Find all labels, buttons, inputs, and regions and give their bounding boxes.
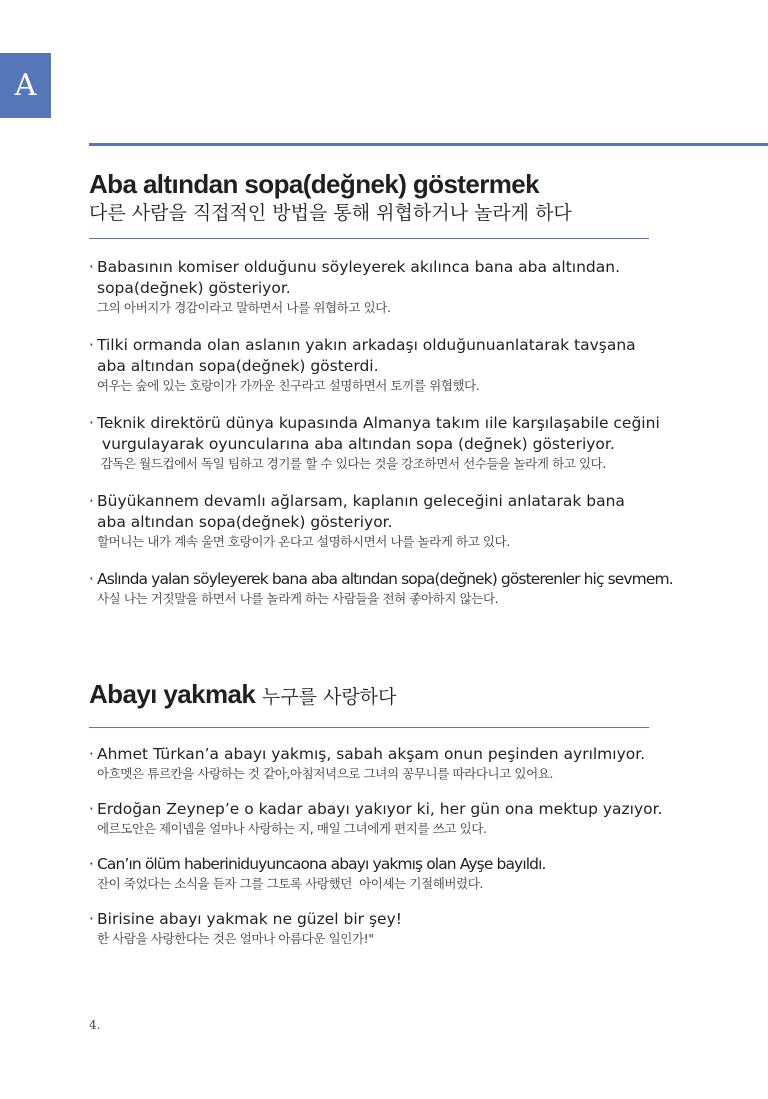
bullet-icon: · bbox=[89, 800, 94, 818]
turkish-sentence-line: Aslında yalan söyleyerek bana aba altından sopa(değnek) gösterenler hiç sevmem. bbox=[97, 570, 673, 588]
idiom-meaning: 다른 사람을 직접적인 방법을 통해 위협하거나 놀라게 하다 bbox=[89, 202, 572, 224]
turkish-sentence-line: Ahmet Türkan’a abayı yakmış, sabah akşam onun peşinden ayrılmıyor. bbox=[97, 745, 646, 763]
idiom-title bbox=[89, 168, 649, 200]
idiom-section-aba-altindan bbox=[89, 168, 673, 608]
korean-translation: 잔이 죽었다는 소식을 듣자 그를 그토록 사랑했던 아이셰는 기절해버렸다. bbox=[97, 876, 483, 891]
turkish-sentence-line: sopa(değnek) gösteriyor. bbox=[97, 279, 291, 297]
turkish-sentence-line: aba altından sopa(değnek) gösteriyor. bbox=[97, 513, 393, 531]
page-number: 4. bbox=[89, 1018, 101, 1032]
example-entry bbox=[89, 569, 673, 608]
korean-translation: 여우는 숲에 있는 호랑이가 가까운 친구라고 설명하면서 토끼를 위협했다. bbox=[97, 378, 480, 393]
turkish-sentence-line: Büyükannem devamlı ağlarsam, kaplanın geleceğini anlatarak bana bbox=[97, 492, 625, 510]
letter-index-tab: A bbox=[0, 53, 51, 118]
example-entry bbox=[89, 854, 649, 893]
bullet-icon: · bbox=[89, 492, 94, 510]
example-entry bbox=[89, 744, 649, 783]
korean-translation: 한 사람을 사랑한다는 것은 얼마나 아름다운 일인가!" bbox=[97, 931, 374, 946]
korean-translation: 에르도안은 제이넵을 얼마나 사랑하는 지, 매일 그녀에게 편지를 쓰고 있다. bbox=[97, 821, 487, 836]
example-list bbox=[89, 257, 673, 608]
example-entry bbox=[89, 413, 660, 473]
idiom-title bbox=[89, 678, 649, 713]
example-entry bbox=[89, 909, 649, 948]
korean-translation: 아흐멧은 튜르칸을 사랑하는 것 같아,아침저녁으로 그녀의 꽁무니를 따라다니고 있어요. bbox=[97, 766, 554, 781]
korean-translation: 사실 나는 거짓말을 하면서 나를 놀라게 하는 사람들을 전혀 좋아하지 않는다. bbox=[97, 591, 499, 606]
top-divider bbox=[89, 143, 768, 146]
example-entry bbox=[89, 799, 663, 838]
turkish-sentence-line: Birisine abayı yakmak ne güzel bir şey! bbox=[97, 910, 402, 928]
section-divider bbox=[89, 238, 649, 239]
turkish-sentence-line: vurgulayarak oyuncularına aba altından sopa (değnek) gösteriyor. bbox=[97, 435, 615, 453]
turkish-sentence-line: aba altından sopa(değnek) gösterdi. bbox=[97, 357, 379, 375]
section-divider bbox=[89, 727, 649, 728]
turkish-sentence-line: Babasının komiser olduğunu söyleyerek akılınca bana aba altından. bbox=[97, 258, 621, 276]
korean-translation: 그의 아버지가 경감이라고 말하면서 나를 위협하고 있다. bbox=[97, 300, 391, 315]
bullet-icon: · bbox=[89, 855, 94, 873]
example-entry bbox=[89, 335, 649, 395]
korean-translation: 할머니는 내가 계속 울면 호랑이가 온다고 설명하시면서 나를 놀라게 하고 있다. bbox=[97, 534, 510, 549]
example-entry bbox=[89, 257, 649, 317]
bullet-icon: · bbox=[89, 258, 94, 276]
bullet-icon: · bbox=[89, 570, 94, 588]
example-list bbox=[89, 744, 663, 948]
idiom-title-text: Abayı yakmak bbox=[89, 679, 256, 709]
turkish-sentence-line: Tilki ormanda olan aslanın yakın arkadaşı olduğunuanlatarak tavşana bbox=[97, 336, 636, 354]
bullet-icon: · bbox=[89, 414, 94, 432]
bullet-icon: · bbox=[89, 745, 94, 763]
idiom-section-abayi-yakmak bbox=[89, 678, 663, 948]
bullet-icon: · bbox=[89, 336, 94, 354]
idiom-meaning-inline: 누구를 사랑하다 bbox=[261, 686, 397, 708]
turkish-sentence-line: Teknik direktörü dünya kupasında Almanya takım ıile karşılaşabile ceğini bbox=[97, 414, 660, 432]
bullet-icon: · bbox=[89, 910, 94, 928]
turkish-sentence-line: Can’ın ölüm haberiniduyuncaona abayı yakmış olan Ayşe bayıldı. bbox=[97, 855, 546, 873]
turkish-sentence-line: Erdoğan Zeynep’e o kadar abayı yakıyor ki, her gün ona mektup yazıyor. bbox=[97, 800, 663, 818]
idiom-title-text: Aba altından sopa(değnek) göstermek bbox=[89, 169, 539, 199]
example-entry bbox=[89, 491, 649, 551]
korean-translation: 감독은 월드컵에서 독일 팀하고 경기를 할 수 있다는 것을 강조하면서 선수들을 놀라게 하고 있다. bbox=[97, 456, 606, 471]
